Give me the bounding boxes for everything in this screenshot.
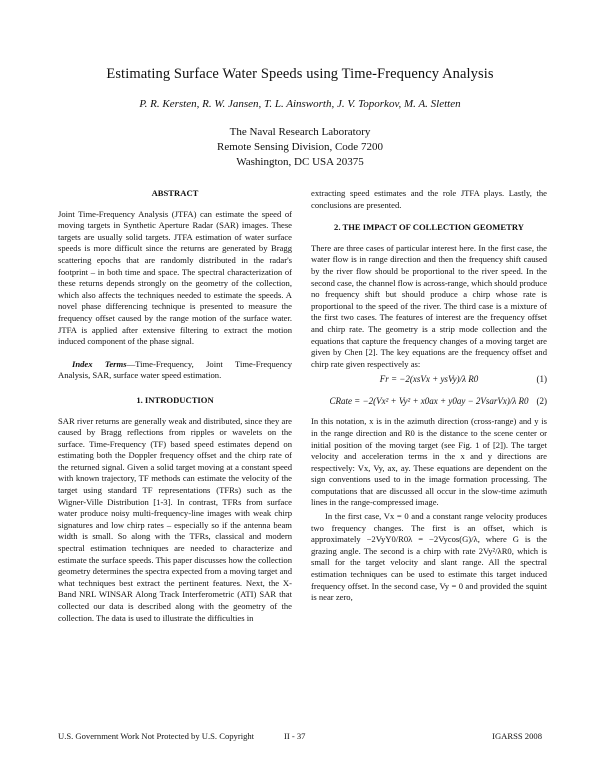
affiliation-line-1: The Naval Research Laboratory — [229, 126, 371, 138]
affiliation-line-2: Remote Sensing Division, Code 7200 — [217, 141, 383, 153]
equation-1-body: Fr = −2(xsVx + ysVy)/λ R0 — [379, 374, 479, 385]
footer-page-number: II - 37 — [284, 731, 306, 741]
index-terms-label: Index Terms — [72, 358, 127, 369]
equation-2-body: CRate = −2(Vx² + Vy² + x0ax + y0ay − 2VsarVx)/λ R0 — [329, 396, 529, 407]
index-terms — [58, 359, 292, 382]
abstract-heading: ABSTRACT — [151, 188, 199, 198]
section2-paragraph-2: In this notation, x is in the azimuth direction (cross-range) and y is in the range direction and R0 is the distance to the scene center or initial position of the moving target (see Fig. 1 of [2]). The target velocity and acceleration terms in the x and y directions are respectively: Vx, Vy, ax, ay. These equations are dependent on the sign conventions used to in the image formation processing. The computations that are discussed all occur in the slow-time azimuth lines in the range-compressed image. — [311, 416, 547, 508]
intro-continued-text: extracting speed estimates and the role JTFA plays. Lastly, the conclusions are presented. — [311, 188, 547, 210]
footer-copyright: U.S. Government Work Not Protected by U.S. Copyright — [58, 731, 255, 741]
right-column — [311, 188, 547, 604]
abstract-text: Joint Time-Frequency Analysis (JTFA) can estimate the speed of moving targets in Synthetic Aperture Radar (SAR) images. These targets are usually solid targets. JTFA estimation of water surface speeds is more difficult since the returns are generated by Bragg scattering epochs that are randomly distributed in the radar's footprint – in both time and space. The spectral characterization of these returns depends strongly on the geometry of the collection, which also affects the techniques needed to estimate the speeds. A novel phase differencing technique is presented to measure the frequency offset caused by the range motion of the surface water. JTFA is applied after extensive filtering to extract the motion induced component of the phase signal. — [58, 208, 292, 347]
footer-conference: IGARSS 2008 — [492, 731, 542, 741]
intro-heading: 1. INTRODUCTION — [136, 394, 214, 405]
author-list: P. R. Kersten, R. W. Jansen, T. L. Ainsworth, J. V. Toporkov, M. A. Sletten — [139, 98, 461, 110]
paper-title: Estimating Surface Water Speeds using Time-Frequency Analysis — [106, 66, 494, 82]
equation-2-number: (2) — [536, 396, 547, 407]
affiliation-line-3: Washington, DC USA 20375 — [236, 156, 364, 168]
index-terms-text: —Time-Frequency, Joint Time-Frequency Analysis, SAR, surface water speed estimation. — [58, 358, 292, 381]
section2-paragraph-3: In the first case, Vx = 0 and a constant range velocity produces two frequency changes. The first is an offset, which is approximately −2VyY0/R0λ = −2Vycos(G)/λ, where G is the grazing angle. The second is a chirp with rate 2Vy²/λR0, which is small for the target velocity and slant range. All the spectral estimation techniques can be used to estimate this target induced frequency offset. In the second case, Vy = 0 and provided the squint is near zero, — [311, 511, 547, 603]
section2-heading: 2. THE IMPACT OF COLLECTION GEOMETRY — [334, 222, 524, 233]
equation-2 — [311, 396, 547, 414]
section2-paragraph-1: There are three cases of particular interest here. In the first case, the water flow is in range direction and then the frequency shift caused by the river flow should be proportional to the river speed. In the second case, the channel flow is across-range, which should produce no frequency shift but should produce a chirp whose rate is proportional to the speed of the river. The third case is a mixture of the first two cases. The features of interest are the frequency offset and chirp rate. The geometry is a strip mode collection and the equations that capture the frequency changes of a moving target are given by Chen [2]. The key equations are the frequency offset and chirp rate given respectively as: — [311, 242, 548, 369]
equation-1-number: (1) — [536, 374, 547, 385]
equation-1 — [311, 374, 547, 390]
left-column — [58, 188, 292, 624]
intro-text: SAR river returns are generally weak and distributed, since they are caused by Bragg reflections from ripples or wavelets on the surface. Time-Frequency (TF) based speed estimates depend on estimating both the Doppler frequency offset and the chirp rate of the returned signal. Given a solid target moving at a constant speed with known trajectory, TF methods can estimate the velocity of the target using standard TF representations (TFRs) such as the Wigner-Ville Distribution [1-3]. In contrast, TFRs from surface water produce noisy multi-frequency-line images with weak chirp signatures and low chirp rates – especially so if the antenna beam width is small. So along with the TFRs, classical and modern spectral estimation techniques are needed to characterize and estimate the surface speeds. This paper discusses how the collection geometry determines the spectra expected from a moving target and what techniques best extract the pertinent features. Next, the X-Band NRL WINSAR Along Track Interferometric (ATI) SAR that collected our data is described along with the geometry of the collection. The data is used to illustrate the difficulties in — [58, 415, 292, 623]
